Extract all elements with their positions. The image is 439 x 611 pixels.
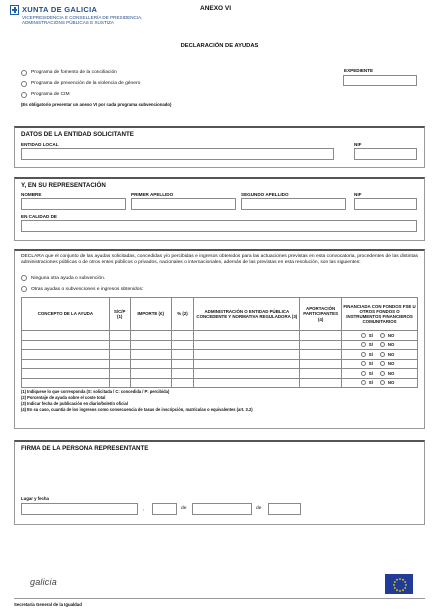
annex-label: ANEXO VI bbox=[200, 5, 232, 12]
surname2-field[interactable] bbox=[241, 198, 346, 210]
signature-section-title: FIRMA DE LA PERSONA REPRESENTANTE bbox=[21, 445, 149, 452]
entity-section-title: DATOS DE LA ENTIDAD SOLICITANTE bbox=[21, 131, 134, 138]
yes-radio[interactable] bbox=[361, 333, 366, 338]
eu-star-icon bbox=[404, 581, 406, 583]
surname1-label: PRIMER APELLIDO bbox=[131, 192, 174, 197]
department-line-2: ADMINISTRACIÓNS PÚBLICAS E XUSTIZA bbox=[22, 20, 114, 26]
eu-star-icon bbox=[399, 590, 401, 592]
no-label: NO bbox=[387, 332, 395, 338]
yes-no-options bbox=[343, 352, 416, 357]
year-field[interactable] bbox=[268, 503, 301, 515]
table-cell[interactable] bbox=[300, 340, 342, 350]
yes-radio[interactable] bbox=[361, 380, 366, 385]
table-cell[interactable] bbox=[109, 378, 130, 388]
table-cell[interactable] bbox=[22, 350, 110, 360]
table-cell[interactable] bbox=[22, 359, 110, 369]
table-cell[interactable] bbox=[300, 331, 342, 341]
role-label: EN CALIDAD DE bbox=[21, 214, 57, 219]
expediente-label: EXPEDIENTE bbox=[344, 68, 374, 73]
yes-label: SÍ bbox=[368, 370, 373, 376]
place-date-label: Lugar y fecha bbox=[21, 496, 49, 501]
program-label: Programa de prevención de la violencia de género bbox=[31, 81, 141, 86]
entity-local-label: ENTIDAD LOCAL bbox=[21, 142, 59, 147]
program-radio-violencia[interactable] bbox=[21, 81, 27, 87]
table-cell[interactable] bbox=[22, 340, 110, 350]
no-aid-label: Ninguna otra ayuda o subvención. bbox=[31, 275, 106, 281]
no-label: NO bbox=[387, 342, 395, 348]
no-aid-option[interactable] bbox=[21, 275, 105, 281]
entity-nif-label: NIF bbox=[354, 142, 362, 147]
eu-star-icon bbox=[402, 579, 404, 581]
xunta-cross-icon bbox=[10, 5, 19, 15]
table-cell[interactable] bbox=[130, 340, 171, 350]
program-option-conciliacion[interactable] bbox=[21, 67, 171, 78]
no-radio[interactable] bbox=[380, 361, 385, 366]
table-cell[interactable] bbox=[22, 331, 110, 341]
yes-label: SÍ bbox=[368, 361, 373, 367]
eu-star-icon bbox=[405, 584, 407, 586]
table-cell[interactable] bbox=[171, 359, 194, 369]
galicia-logo: galicia bbox=[30, 577, 57, 587]
table-cell[interactable] bbox=[194, 340, 300, 350]
col-administration: ADMINISTRACIÓN O ENTIDAD PÚBLICA CONCEDENTE Y NORMATIVA REGULADORA (3) bbox=[194, 298, 300, 331]
yes-label: SÍ bbox=[368, 380, 373, 386]
footnote-3: (3) Indicar fecha de publicación en diario/boletín oficial bbox=[21, 401, 128, 406]
table-cell[interactable] bbox=[171, 378, 194, 388]
eu-funds-cell[interactable] bbox=[342, 331, 418, 341]
program-label: Programa de fomento de la conciliación bbox=[31, 70, 117, 75]
eu-stars-icon bbox=[386, 575, 414, 595]
eu-funds-cell[interactable] bbox=[342, 378, 418, 388]
comma-separator: , bbox=[143, 507, 145, 512]
month-field[interactable] bbox=[192, 503, 252, 515]
table-cell[interactable] bbox=[300, 350, 342, 360]
eu-funds-cell[interactable] bbox=[342, 350, 418, 360]
other-aid-option[interactable] bbox=[21, 286, 143, 292]
table-cell[interactable] bbox=[109, 350, 130, 360]
department-name bbox=[22, 15, 222, 26]
eu-funds-cell[interactable] bbox=[342, 369, 418, 379]
program-options bbox=[21, 67, 171, 107]
secretaria-label: Secretaría General de la Igualdad bbox=[14, 602, 82, 607]
table-row bbox=[22, 350, 418, 360]
table-cell[interactable] bbox=[109, 369, 130, 379]
de-separator-1: de bbox=[181, 506, 187, 511]
de-separator-2: de bbox=[256, 506, 262, 511]
table-cell[interactable] bbox=[109, 359, 130, 369]
eu-star-icon bbox=[404, 587, 406, 589]
entity-nif-field[interactable] bbox=[354, 148, 417, 160]
table-row bbox=[22, 378, 418, 388]
entity-local-field[interactable] bbox=[21, 148, 334, 160]
brand-name: XUNTA DE GALICIA bbox=[22, 5, 98, 14]
footer-divider bbox=[14, 598, 425, 599]
program-option-cim[interactable] bbox=[21, 89, 171, 100]
name-field[interactable] bbox=[21, 198, 126, 210]
table-cell[interactable] bbox=[130, 369, 171, 379]
col-scp: S/C/P (1) bbox=[109, 298, 130, 331]
footnote-1: (1) Indíquese lo que corresponda (S: solicitada / C: concedida / P: percibida) bbox=[21, 389, 170, 394]
yes-no-options bbox=[343, 342, 416, 347]
footnote-2: (2) Porcentaje de ayuda sobre el coste total bbox=[21, 395, 106, 400]
yes-label: SÍ bbox=[368, 332, 373, 338]
col-concept: CONCEPTO DE LA AYUDA bbox=[22, 298, 110, 331]
table-cell[interactable] bbox=[194, 331, 300, 341]
surname2-label: SEGUNDO APELLIDO bbox=[241, 192, 289, 197]
expediente-field[interactable] bbox=[343, 75, 417, 86]
department-line-1: VICEPRESIDENCIA E CONSELLERÍA DE PRESIDENCIA, bbox=[22, 15, 143, 20]
table-cell[interactable] bbox=[22, 378, 110, 388]
eu-star-icon bbox=[394, 587, 396, 589]
col-contribution: APORTACIÓN PARTICIPANTES (4) bbox=[300, 298, 342, 331]
table-cell[interactable] bbox=[194, 369, 300, 379]
yes-radio[interactable] bbox=[361, 371, 366, 376]
table-cell[interactable] bbox=[130, 359, 171, 369]
no-radio[interactable] bbox=[380, 342, 385, 347]
page-title: DECLARACIÓN DE AYUDAS bbox=[180, 43, 259, 49]
no-label: NO bbox=[387, 351, 395, 357]
eu-funds-cell[interactable] bbox=[342, 359, 418, 369]
eu-flag-icon bbox=[385, 574, 413, 594]
role-field[interactable] bbox=[21, 220, 417, 232]
other-aid-radio[interactable] bbox=[21, 286, 27, 292]
footnotes bbox=[21, 389, 253, 413]
table-header-row bbox=[22, 298, 418, 331]
yes-no-options bbox=[343, 361, 416, 366]
table-cell[interactable] bbox=[109, 340, 130, 350]
no-aid-radio[interactable] bbox=[21, 275, 27, 281]
program-option-violencia[interactable] bbox=[21, 78, 171, 89]
table-cell[interactable] bbox=[109, 331, 130, 341]
table-cell[interactable] bbox=[22, 369, 110, 379]
program-label: Programa de CIM bbox=[31, 92, 70, 97]
table-cell[interactable] bbox=[194, 350, 300, 360]
yes-label: SÍ bbox=[368, 342, 373, 348]
col-amount: IMPORTE (€) bbox=[130, 298, 171, 331]
rep-nif-label: NIF bbox=[354, 192, 362, 197]
table-cell[interactable] bbox=[130, 331, 171, 341]
aid-table bbox=[21, 297, 418, 388]
name-label: NOMBRE bbox=[21, 192, 42, 197]
table-cell[interactable] bbox=[300, 359, 342, 369]
other-aid-label: Otras ayudas o subvenciones e ingresos obtenidos: bbox=[31, 286, 144, 292]
no-label: NO bbox=[387, 361, 395, 367]
no-radio[interactable] bbox=[380, 371, 385, 376]
program-radio-conciliacion[interactable] bbox=[21, 70, 27, 76]
yes-radio[interactable] bbox=[361, 361, 366, 366]
yes-radio[interactable] bbox=[361, 352, 366, 357]
yes-no-options bbox=[343, 371, 416, 376]
yes-radio[interactable] bbox=[361, 342, 366, 347]
declaration-text: DECLARA que el conjunto de las ayudas solicitadas, concedidas y/o percibidas e ingresos obtenidos para las actuaciones previstas en esta convocatoria, procedentes de las distintas administraciones públicas o de otros entes públicos o privados, nacionales o internacionales, además de las previstas en esta resolución, son las siguientes: bbox=[21, 254, 418, 266]
day-field[interactable] bbox=[152, 503, 177, 515]
table-cell[interactable] bbox=[194, 378, 300, 388]
no-label: NO bbox=[387, 370, 395, 376]
col-percent: % (2) bbox=[171, 298, 194, 331]
table-row bbox=[22, 369, 418, 379]
footnote-4: (4) En su caso, cuantía de los ingresos como consecuencia de tasas de inscripción, matrículas o equivalentes (art. 3.2) bbox=[21, 407, 253, 412]
eu-funds-cell[interactable] bbox=[342, 340, 418, 350]
eu-star-icon bbox=[394, 581, 396, 583]
rep-nif-field[interactable] bbox=[354, 198, 417, 210]
representative-section-title: Y, EN SU REPRESENTACIÓN bbox=[21, 182, 106, 189]
no-radio[interactable] bbox=[380, 352, 385, 357]
yes-no-options bbox=[343, 333, 416, 338]
eu-star-icon bbox=[396, 579, 398, 581]
table-cell[interactable] bbox=[130, 350, 171, 360]
eu-star-icon bbox=[399, 578, 401, 580]
place-field[interactable] bbox=[21, 503, 138, 515]
table-cell[interactable] bbox=[300, 378, 342, 388]
table-cell[interactable] bbox=[171, 340, 194, 350]
surname1-field[interactable] bbox=[131, 198, 236, 210]
table-row bbox=[22, 359, 418, 369]
programs-note: (Es obligatorio presentar un anexo VI por cada programa subvencionado) bbox=[21, 102, 172, 107]
yes-label: SÍ bbox=[368, 351, 373, 357]
program-radio-cim[interactable] bbox=[21, 92, 27, 98]
table-cell[interactable] bbox=[130, 378, 171, 388]
table-cell[interactable] bbox=[171, 350, 194, 360]
eu-star-icon bbox=[402, 589, 404, 591]
table-cell[interactable] bbox=[300, 369, 342, 379]
eu-star-icon bbox=[396, 589, 398, 591]
no-radio[interactable] bbox=[380, 333, 385, 338]
col-eu-funds: FINANCIADA CON FONDOS FSE U OTROS FONDOS O INSTRUMENTOS FINANCIEROS COMUNITARIOS bbox=[342, 298, 418, 331]
eu-star-icon bbox=[393, 584, 395, 586]
table-row bbox=[22, 331, 418, 341]
no-label: NO bbox=[387, 380, 395, 386]
table-cell[interactable] bbox=[171, 331, 194, 341]
table-cell[interactable] bbox=[171, 369, 194, 379]
no-radio[interactable] bbox=[380, 380, 385, 385]
table-row bbox=[22, 340, 418, 350]
yes-no-options bbox=[343, 380, 416, 385]
table-cell[interactable] bbox=[194, 359, 300, 369]
